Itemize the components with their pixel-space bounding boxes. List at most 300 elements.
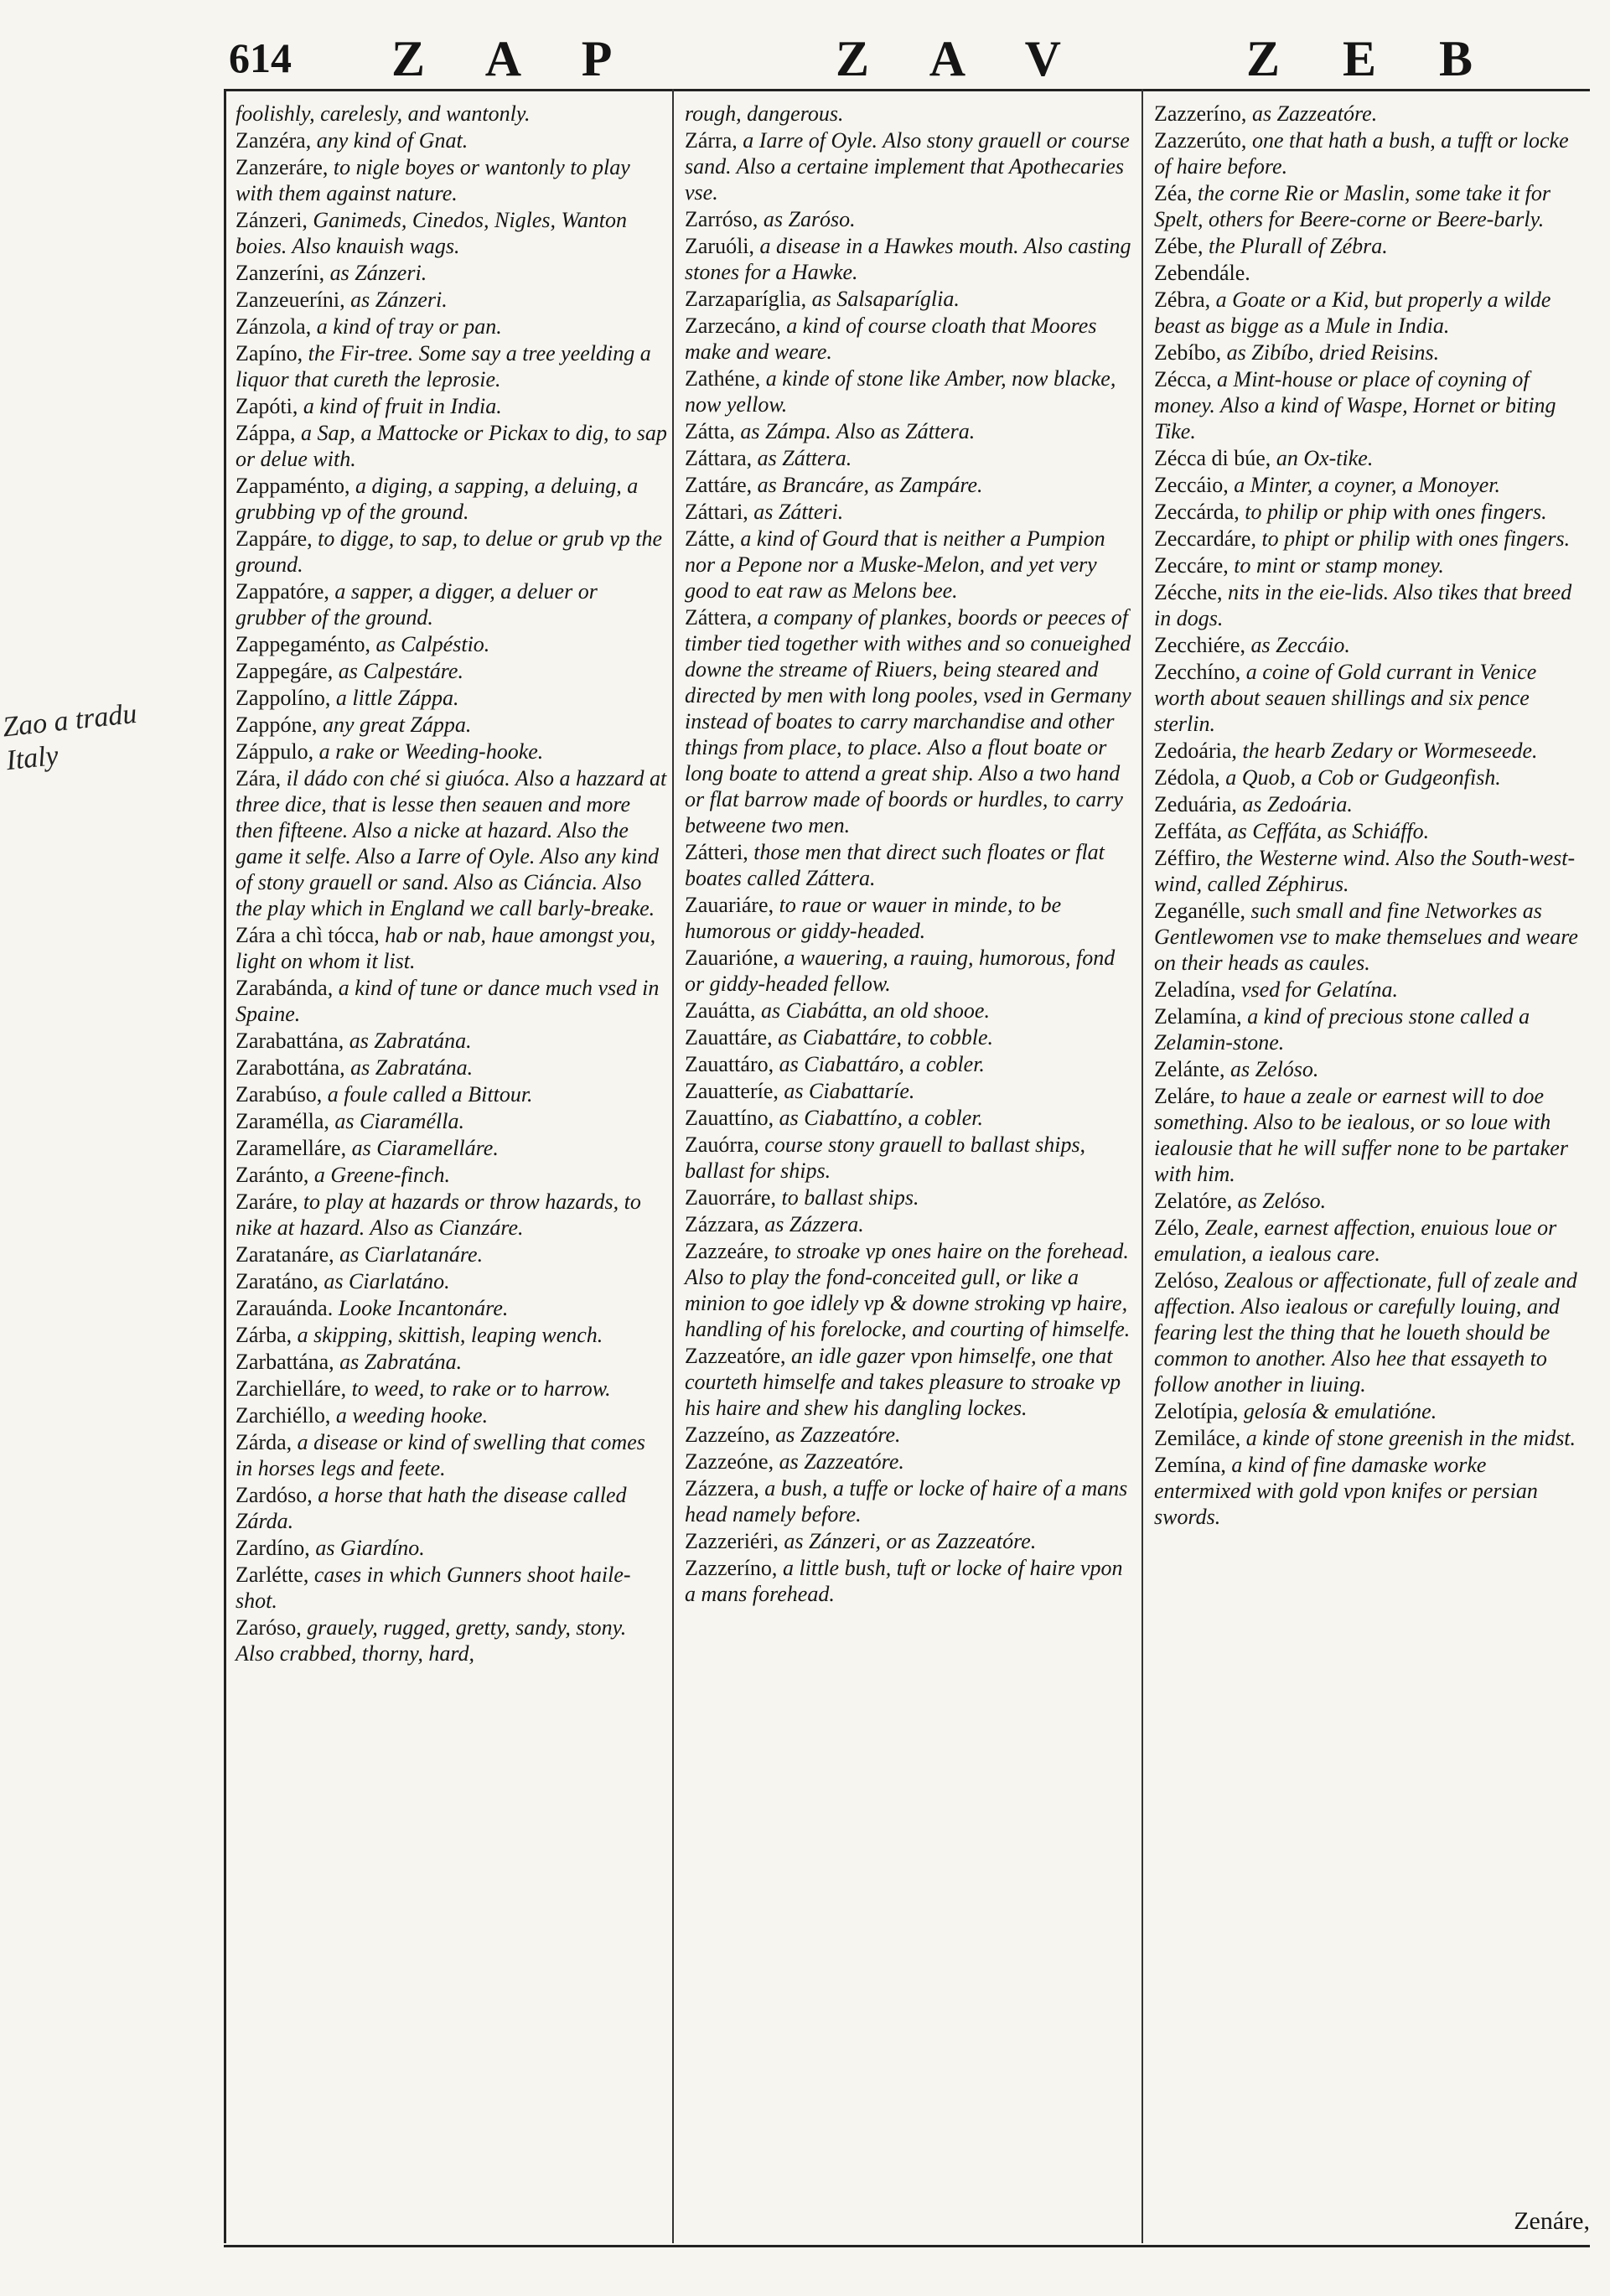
definition: a kind of tray or pan. [316,314,502,339]
definition: a disease or kind of swelling that comes in horses legs and feete. [236,1430,645,1480]
definition: to nigle boyes or wantonly to play with them against nature. [236,155,630,205]
dictionary-entry [1154,579,1586,631]
definition: as Zabratána. [349,1029,472,1053]
headword: Zattáre, [685,473,753,497]
dictionary-entry [236,631,667,657]
dictionary-entry [685,1238,1133,1342]
headword: Zeladína, [1154,977,1236,1002]
dictionary-entry [236,1376,667,1402]
definition: foolishly, carelesly, and wantonly. [236,101,531,126]
definition: gelosía & emulatióne. [1243,1399,1437,1423]
headword: Zaruóli, [685,234,755,258]
dictionary-entry [1154,764,1586,790]
headword: Zécca, [1154,367,1212,391]
dictionary-entry [236,685,667,711]
dictionary-entry [236,739,667,764]
headword: Zauariáre, [685,893,774,917]
definition: to weed, to rake or to harrow. [351,1376,611,1401]
definition: a Minter, a coyner, a Monoyer. [1234,473,1500,497]
headword: Zapíno, [236,341,303,365]
dictionary-entry [685,839,1133,891]
headword: Zécche, [1154,580,1223,604]
definition: as Ceffáta, as Schiáffo. [1227,819,1430,843]
definition: as Zánzeri. [329,261,427,285]
headword: Zarchielláre, [236,1376,347,1401]
headword: Zathéne, [685,366,761,391]
definition: a foule called a Bittour. [327,1082,533,1107]
definition: as Ciabattáro, a cobler. [779,1052,985,1076]
dictionary-entry [236,1241,667,1267]
dictionary-entry [1154,1188,1586,1214]
dictionary-entry [236,1135,667,1161]
left-border-rule [224,89,226,2243]
headword: Zazzeatóre, [685,1344,786,1368]
dictionary-entry [236,1535,667,1561]
dictionary-entry [236,1189,667,1241]
dictionary-entry [236,922,667,974]
headword: Zauattáro, [685,1052,774,1076]
dictionary-entry [685,499,1133,525]
dictionary-entry [685,945,1133,997]
headword: Zeduária, [1154,792,1237,816]
dictionary-entry [685,127,1133,205]
headword: Zarauánda. [236,1296,334,1320]
headword: Zázzera, [685,1476,759,1500]
headword: Zeganélle, [1154,899,1245,923]
definition: cases in which Gunners shoot haile-shot. [236,1563,631,1613]
dictionary-entry [685,526,1133,604]
dictionary-entry [236,712,667,738]
definition: a kinde of stone like Amber, now blacke, now yellow. [685,366,1116,417]
headword: Zazzeriéri, [685,1529,779,1553]
definition: as Zaróso. [763,207,856,231]
dictionary-entry [685,418,1133,444]
headword: Zéa, [1154,181,1193,205]
headword: Zeffáta, [1154,819,1223,843]
dictionary-entry [685,1475,1133,1527]
headword: Zárba, [236,1323,292,1347]
headword: Zazzeáre, [685,1239,769,1263]
definition: to phipt or philip with ones fingers. [1261,526,1571,551]
headword: Zazzeíno, [685,1423,770,1447]
headword: Zaránto, [236,1163,309,1187]
dictionary-entry [685,1555,1133,1607]
headword: Zélo, [1154,1215,1200,1240]
dictionary-entry [236,127,667,153]
definition: a wauering, a rauing, humorous, fond or giddy-headed fellow. [685,946,1116,996]
catchword: Zenáre, [1514,2207,1590,2235]
dictionary-entry [685,1105,1133,1131]
definition: as Ciaramélla. [334,1109,464,1133]
dictionary-entry [1154,1003,1586,1055]
definition: a rake or Weeding-hooke. [318,739,544,764]
bottom-border-rule [224,2245,1590,2247]
headword: Zanzeráre, [236,155,329,179]
definition: a diging, a sapping, a deluing, a grubbing vp of the ground. [236,474,639,524]
definition: rough, dangerous. [685,101,844,126]
dictionary-entry [1154,977,1586,1003]
dictionary-entry [685,233,1133,285]
definition: a little bush, tuft or locke of haire vpon a mans forehead. [685,1556,1123,1606]
definition: course stony grauell to ballast ships, ballast for ships. [685,1132,1086,1183]
dictionary-entry [685,1343,1133,1421]
headword: Zauattíno, [685,1106,774,1130]
headword: Zéffiro, [1154,846,1221,870]
headword: Zauorráre, [685,1185,776,1210]
definition: a kind of Gourd that is neither a Pumpion nor a Pepone nor a Muske-Melon, and yet very good to eat raw as Melons bee. [685,526,1105,603]
headword: Zarabánda, [236,976,334,1000]
dictionary-entry [236,154,667,206]
headword: Zánzola, [236,314,312,339]
running-head-right: Z E B [1246,31,1499,86]
definition: such small and fine Networkes as Gentlewomen vse to make themselues and weare on their heads as caules. [1154,899,1578,975]
definition: to mint or stamp money. [1234,553,1444,578]
definition: as Zánzeri, or as Zazzeatóre. [784,1529,1037,1553]
headword: Zedoária, [1154,739,1237,763]
definition: a Quob, a Cob or Gudgeonfish. [1225,765,1501,790]
definition: a kind of fruit in India. [303,394,502,418]
headword: Zátteri, [685,840,748,864]
running-head-left: Z A P [391,31,638,86]
definition: as Zazzeatóre. [1251,101,1378,126]
column-2 [685,101,1133,1608]
dictionary-entry [685,101,1133,127]
dictionary-entry [1154,233,1586,259]
definition: a disease in a Hawkes mouth. Also casting stones for a Hawke. [685,234,1131,284]
dictionary-entry [236,101,667,127]
dictionary-entry [236,260,667,286]
definition: a kinde of stone greenish in the midst. [1245,1426,1576,1450]
definition: as Ciabattíno, a cobler. [779,1106,984,1130]
definition: as Zeccáio. [1250,633,1350,657]
definition: a company of plankes, boords or peeces of timber tied together with withes and so conueighed downe the streame of Riuers, being steared and directed by men with long pooles, vsed in Germany instead of boates to carry marchandise and other things from place, to place. Also a flout boate or long boate to attend a great ship. Also a two hand or flat barrow made of boords or hurdles, to carry betweene two men. [685,605,1131,837]
definition: nits in the eie-lids. Also tikes that breed in dogs. [1154,580,1572,630]
headword: Zebíbo, [1154,340,1222,365]
page-number: 614 [229,34,292,81]
dictionary-entry [236,314,667,339]
column-3 [1154,101,1586,1531]
headword: Zappolíno, [236,686,331,710]
dictionary-entry [236,1268,667,1294]
definition: grauely, rugged, gretty, sandy, stony. Also crabbed, thorny, hard, [236,1615,627,1666]
headword: Zarzecáno, [685,314,781,338]
headword: Zelamína, [1154,1004,1242,1029]
definition: a Sap, a Mattocke or Pickax to dig, to sap or delue with. [236,421,667,471]
dictionary-entry [1154,339,1586,365]
headword: Záttari, [685,500,748,524]
dictionary-entry [1154,1056,1586,1082]
definition: hab or nab, haue amongst you, light on whom it list. [236,923,656,973]
definition: an idle gazer vpon himselfe, one that courteth himselfe and takes pleasure to stroake vp his haire and shew his dangling lockes. [685,1344,1121,1420]
definition: as Brancáre, as Zampáre. [757,473,983,497]
dictionary-entry [685,1422,1133,1448]
headword: Zátte, [685,526,735,551]
headword: Zelánte, [1154,1057,1225,1081]
definition: an Ox-tike. [1276,446,1374,470]
definition: to philip or phip with ones fingers. [1245,500,1547,524]
dictionary-entry [1154,1452,1586,1530]
running-head-center: Z A V [836,31,1086,86]
dictionary-page [224,23,1590,2278]
definition: a coine of Gold currant in Venice worth about seauen shillings and six pence sterlin. [1154,660,1537,736]
definition: to digge, to sap, to delue or grub vp the ground. [236,526,663,577]
dictionary-entry [1154,445,1586,471]
headword: Zánzeri, [236,208,308,232]
dictionary-entry [685,206,1133,232]
headword: Zappegáre, [236,659,334,683]
definition: a Greene-finch. [313,1163,451,1187]
headword: Zanzéra, [236,128,312,153]
dictionary-entry [1154,127,1586,179]
headword: Zaróso, [236,1615,302,1640]
margin-note-line: Zao a tradu [1,697,138,744]
definition: a horse that hath the disease called Zárda. [236,1483,627,1533]
headword: Zébe, [1154,234,1204,258]
definition: a sapper, a digger, a deluer or grubber of the ground. [236,579,598,630]
definition: as Ciarlatanáre. [339,1242,484,1267]
dictionary-entry [1154,1425,1586,1451]
definition: Zealous or affectionate, full of zeale and affection. Also iealous or carefully louing, and fearing lest the thing that he loueth should be common to another. Also hee that essayeth to follow another in liuing. [1154,1268,1577,1397]
headword: Zappóne, [236,713,318,737]
dictionary-entry [685,1449,1133,1475]
headword: Záttara, [685,446,753,470]
column-1 [236,101,667,1667]
definition: as Zázzera. [764,1212,864,1236]
headword: Zeccáio, [1154,473,1229,497]
dictionary-entry [236,207,667,259]
definition: as Zámpa. Also as Záttera. [740,419,976,443]
dictionary-entry [1154,1267,1586,1397]
column-rule-2 [1141,89,1143,2243]
definition: to ballast ships. [781,1185,919,1210]
dictionary-entry [685,1211,1133,1237]
definition: as Ciabattaríe. [784,1079,915,1103]
definition: as Calpéstio. [375,632,490,656]
definition: vsed for Gelatína. [1240,977,1398,1002]
definition: as Zazzeatóre. [779,1449,904,1474]
definition: one that hath a bush, a tufft or locke of haire before. [1154,128,1569,179]
headword: Zardíno, [236,1536,310,1560]
headword: Zarchiéllo, [236,1403,331,1428]
dictionary-entry [1154,552,1586,578]
headword: Zebendále. [1154,261,1250,285]
headword: Zelotípia, [1154,1399,1239,1423]
definition: as Salsaparíglia. [811,287,960,311]
definition: the Westerne wind. Also the South-west-wind, called Zéphirus. [1154,846,1576,896]
definition: as Zánzeri. [350,288,448,312]
definition: a kind of tune or dance much vsed in Spaine. [236,976,660,1026]
headword: Zátta, [685,419,735,443]
headword: Zapóti, [236,394,298,418]
headword: Zécca di búe, [1154,446,1271,470]
dictionary-entry [685,313,1133,365]
definition: any kind of Gnat. [316,128,469,153]
dictionary-entry [236,473,667,525]
headword: Zappaménto, [236,474,350,498]
headword: Zárda, [236,1430,292,1454]
definition: the hearb Zedary or Wormeseede. [1242,739,1538,763]
definition: as Ciarlatáno. [324,1269,450,1293]
definition: as Zazzeatóre. [775,1423,901,1447]
dictionary-entry [236,1402,667,1428]
dictionary-entry [685,1051,1133,1077]
headword: Zazzeríno, [1154,101,1247,126]
headword: Záppulo, [236,739,314,764]
dictionary-entry [1154,472,1586,498]
dictionary-entry [1154,738,1586,764]
dictionary-entry [1154,818,1586,844]
dictionary-entry [236,578,667,630]
dictionary-entry [236,1028,667,1054]
headword: Zarabúso, [236,1082,323,1107]
definition: il dádo con ché si giuóca. Also a hazzard at three dice, that is lesse then seauen and more then fifteene. Also a nicke at hazard. Also the game it selfe. Also a Iarre of Oyle. Also any kind of stony grauell or sand. Also as Ciáncia. Also the play which in England we call barly-breake. [236,766,667,920]
headword: Zecchiére, [1154,633,1245,657]
dictionary-entry [685,472,1133,498]
definition: the Fir-tree. Some say a tree yeelding a liquor that cureth the leprosie. [236,341,651,391]
headword: Zemína, [1154,1453,1226,1477]
definition: as Zabratána. [350,1055,474,1080]
dictionary-entry [685,892,1133,944]
handwritten-margin-note [1,697,142,778]
dictionary-entry [236,340,667,392]
headword: Zelatóre, [1154,1189,1233,1213]
dictionary-entry [236,1081,667,1107]
headword: Zeláre, [1154,1084,1215,1108]
dictionary-entry [1154,101,1586,127]
definition: a bush, a tuffe or locke of haire of a mans head namely before. [685,1476,1128,1526]
dictionary-entry [1154,1398,1586,1424]
headword: Záttera, [685,605,753,630]
dictionary-entry [236,1055,667,1081]
dictionary-entry [236,1349,667,1375]
headword: Zappatóre, [236,579,329,604]
headword: Zaráre, [236,1189,298,1214]
definition: to raue or wauer in minde, to be humorous or giddy-headed. [685,893,1062,943]
definition: a Mint-house or place of coyning of money. Also a kind of Waspe, Hornet or biting Tike. [1154,367,1556,443]
headword: Zanzeueríni, [236,288,345,312]
dictionary-entry [685,604,1133,838]
headword: Zázzara, [685,1212,759,1236]
headword: Zaramélla, [236,1109,329,1133]
definition: as Zelóso. [1230,1057,1319,1081]
headword: Zelóso, [1154,1268,1219,1293]
definition: as Ciaramelláre. [351,1136,499,1160]
dictionary-entry [236,975,667,1027]
definition: the corne Rie or Maslin, some take it for Spelt, others for Beere-corne or Beere-barly. [1154,181,1550,231]
headword: Zaramelláre, [236,1136,347,1160]
headword: Zébra, [1154,288,1211,312]
headword: Zarzaparíglia, [685,287,807,311]
dictionary-entry [236,393,667,419]
definition: as Zabratána. [339,1350,463,1374]
definition: those men that direct such floates or flat boates called Záttera. [685,840,1105,890]
dictionary-entry [685,445,1133,471]
definition: to stroake vp ones haire on the forehead. Also to play the fond-conceited gull, or like a minion to goe idlely vp & downe stroking vp haire, handling of his forelocke, and courting of himselfe. [685,1239,1131,1341]
headword: Zarbattána, [236,1350,334,1374]
dictionary-entry [685,998,1133,1024]
headword: Zappáre, [236,526,313,551]
headword: Zemiláce, [1154,1426,1241,1450]
headword: Zédola, [1154,765,1220,790]
headword: Zazzerúto, [1154,128,1247,153]
dictionary-entry [1154,260,1586,286]
dictionary-entry [1154,499,1586,525]
definition: Zeale, earnest affection, enuious loue or emulation, a iealous care. [1154,1215,1557,1266]
dictionary-entry [236,1295,667,1321]
definition: as Zátteri. [753,500,844,524]
dictionary-entry [685,286,1133,312]
margin-note-line: Italy [4,739,60,777]
dictionary-entry [236,526,667,578]
headword: Zauattáre, [685,1025,773,1050]
headword: Zára, [236,766,282,790]
dictionary-entry [1154,366,1586,444]
headword: Zauatteríe, [685,1079,779,1103]
definition: Ganimeds, Cinedos, Nigles, Wanton boies. Also knauish wags. [236,208,627,258]
dictionary-entry [236,1108,667,1134]
dictionary-entry [685,1184,1133,1210]
definition: a Iarre of Oyle. Also stony grauell or course sand. Also a certaine implement that Apothecaries vse. [685,128,1130,205]
headword: Zarabottána, [236,1055,345,1080]
dictionary-entry [236,765,667,921]
definition: a skipping, skittish, leaping wench. [297,1323,603,1347]
dictionary-entry [236,287,667,313]
definition: a kind of fine damaske worke entermixed with gold vpon knifes or persian swords. [1154,1453,1538,1529]
definition: Looke Incantonáre. [338,1296,509,1320]
definition: as Calpestáre. [338,659,463,683]
dictionary-entry [1154,287,1586,339]
headword: Zaratáno, [236,1269,318,1293]
definition: the Plurall of Zébra. [1208,234,1388,258]
dictionary-entry [236,1162,667,1188]
definition: as Zedoária. [1242,792,1353,816]
headword: Zauórra, [685,1132,759,1157]
dictionary-entry [236,420,667,472]
definition: as Giardíno. [315,1536,425,1560]
headword: Zarróso, [685,207,758,231]
dictionary-entry [236,1482,667,1534]
dictionary-entry [685,1078,1133,1104]
headword: Zeccáre, [1154,553,1229,578]
definition: as Záttera. [757,446,852,470]
headword: Zarlétte, [236,1563,309,1587]
dictionary-entry [1154,526,1586,552]
headword: Zardóso, [236,1483,313,1507]
dictionary-entry [1154,791,1586,817]
headword: Zauátta, [685,998,756,1023]
headword: Zanzeríni, [236,261,325,285]
headword: Zazzeóne, [685,1449,774,1474]
dictionary-entry [1154,659,1586,737]
dictionary-entry [685,1132,1133,1184]
dictionary-entry [1154,180,1586,232]
dictionary-entry [236,658,667,684]
definition: as Ciabátta, an old shooe. [760,998,990,1023]
definition: a Goate or a Kid, but properly a wilde beast as bigge as a Mule in India. [1154,288,1551,338]
headword: Zarabattána, [236,1029,344,1053]
definition: any great Záppa. [322,713,472,737]
dictionary-entry [1154,845,1586,897]
page-header [224,23,1590,91]
dictionary-entry [236,1614,667,1666]
headword: Zeccardáre, [1154,526,1256,551]
dictionary-entry [1154,1083,1586,1187]
dictionary-entry [236,1322,667,1348]
headword: Zazzeríno, [685,1556,778,1580]
headword: Zeccárda, [1154,500,1240,524]
definition: a weeding hooke. [335,1403,489,1428]
definition: to haue a zeale or earnest will to doe something. Also to be iealous, or so loue with iealousie that he will suffer none to be partaker with him. [1154,1084,1568,1186]
